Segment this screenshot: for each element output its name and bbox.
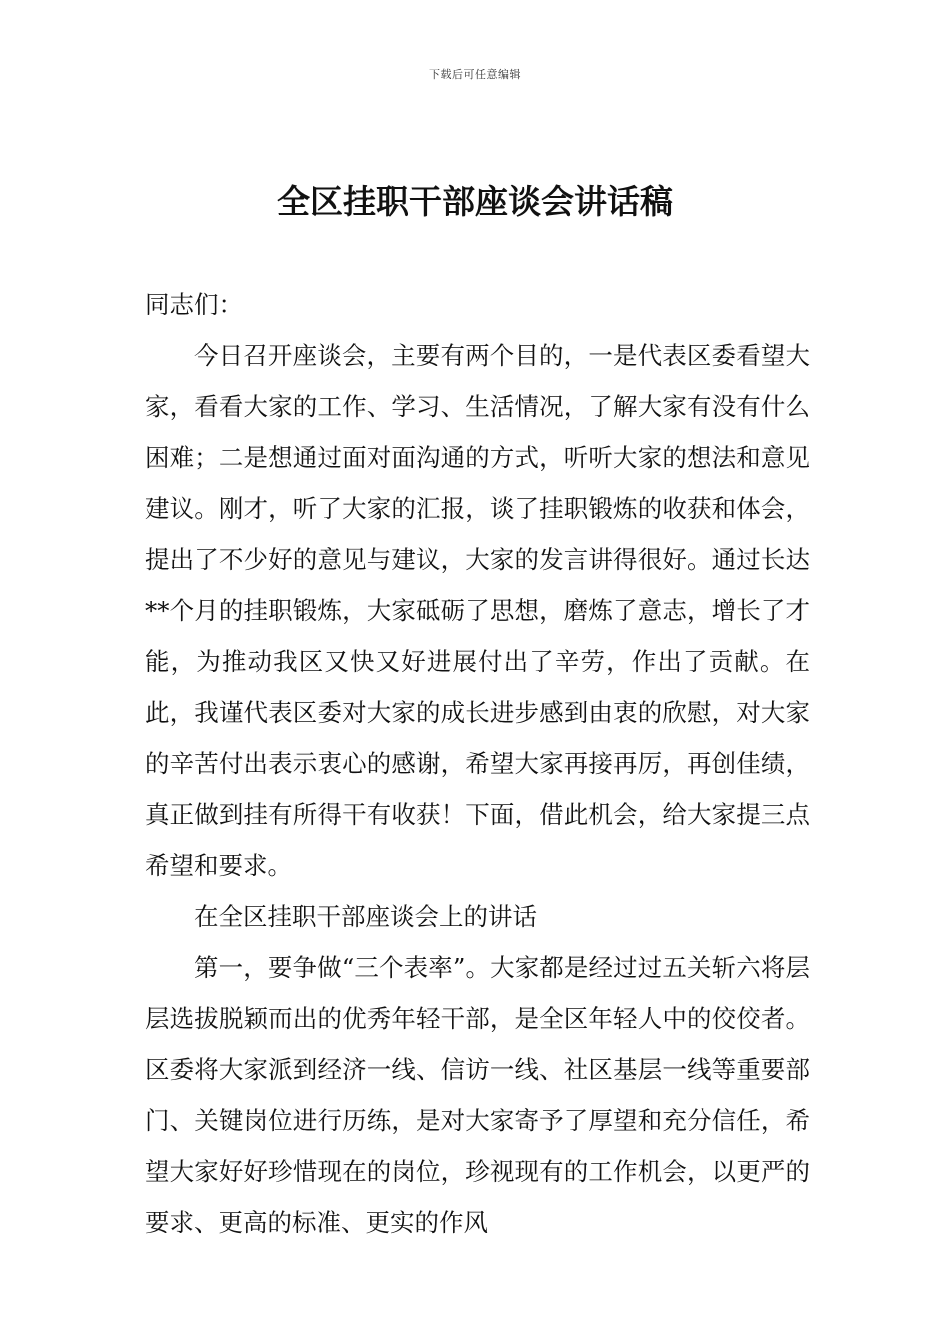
document-body — [145, 279, 810, 1248]
document-title: 全区挂职干部座谈会讲话稿 — [277, 182, 673, 221]
paragraph-intro: 今日召开座谈会，主要有两个目的，一是代表区委看望大家，看看大家的工作、学习、生活情况，了解大家有没有什么困难；二是想通过面对面沟通的方式，听听大家的想法和意见建议。刚才，听了大家的汇报，谈了挂职锻炼的收获和体会，提出了不少好的意见与建议，大家的发言讲得很好。通过长达**个月的挂职锻炼，大家砥砺了思想，磨炼了意志，增长了才能，为推动我区又快又好进展付出了辛劳，作出了贡献。在此，我谨代表区委对大家的成长进步感到由衷的欣慰，对大家的辛苦付出表示衷心的感谢，希望大家再接再厉，再创佳绩，真正做到挂有所得干有收获！下面，借此机会，给大家提三点希望和要求。 — [145, 341, 810, 880]
paragraph-subheading: 在全区挂职干部座谈会上的讲话 — [194, 902, 537, 931]
paragraph-point-one: 第一，要争做“三个表率”。大家都是经过过五关斩六将层层选拔脱颖而出的优秀年轻干部，是全区年轻人中的佼佼者。区委将大家派到经济一线、信访一线、社区基层一线等重要部门、关键岗位进行历练，是对大家寄予了厚望和充分信任，希望大家好好珍惜现在的岗位，珍视现有的工作机会，以更严的要求、更高的标准、更实的作风 — [145, 953, 810, 1237]
salutation: 同志们： — [145, 290, 243, 319]
header-note: 下载后可任意编辑 — [429, 68, 521, 81]
